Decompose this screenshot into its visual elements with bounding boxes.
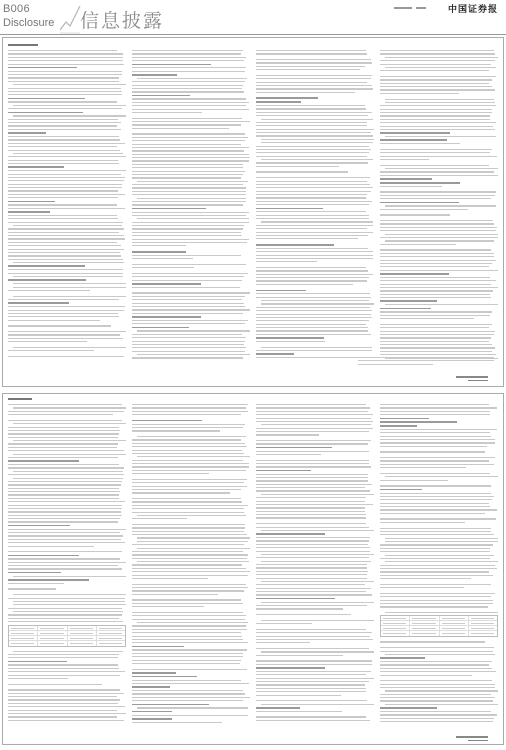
text-column bbox=[380, 50, 498, 359]
page-code: B006 bbox=[3, 3, 30, 15]
newspaper-logo: 中国证券报 bbox=[447, 5, 498, 15]
text-column bbox=[256, 404, 374, 723]
text-column bbox=[132, 50, 250, 359]
closing-note bbox=[358, 357, 494, 367]
section-name-cn: 信息披露 bbox=[80, 10, 165, 32]
data-table bbox=[8, 625, 126, 647]
header-decoration bbox=[58, 2, 82, 34]
text-columns bbox=[8, 50, 498, 359]
announcement-bottom bbox=[2, 393, 504, 745]
text-column bbox=[132, 404, 250, 723]
header-meta bbox=[394, 6, 426, 10]
section-name-en: Disclosure bbox=[3, 17, 55, 29]
text-column bbox=[8, 404, 126, 723]
signoff bbox=[456, 375, 488, 381]
announcement-top bbox=[2, 37, 504, 387]
announcement-title bbox=[8, 44, 38, 46]
text-columns bbox=[8, 404, 498, 723]
page-header bbox=[0, 0, 506, 34]
data-table bbox=[380, 615, 498, 637]
text-column bbox=[8, 50, 126, 359]
header-rule bbox=[0, 34, 506, 35]
text-column bbox=[256, 50, 374, 359]
signoff bbox=[456, 735, 488, 741]
text-column bbox=[380, 404, 498, 723]
announcement-title bbox=[8, 398, 32, 400]
